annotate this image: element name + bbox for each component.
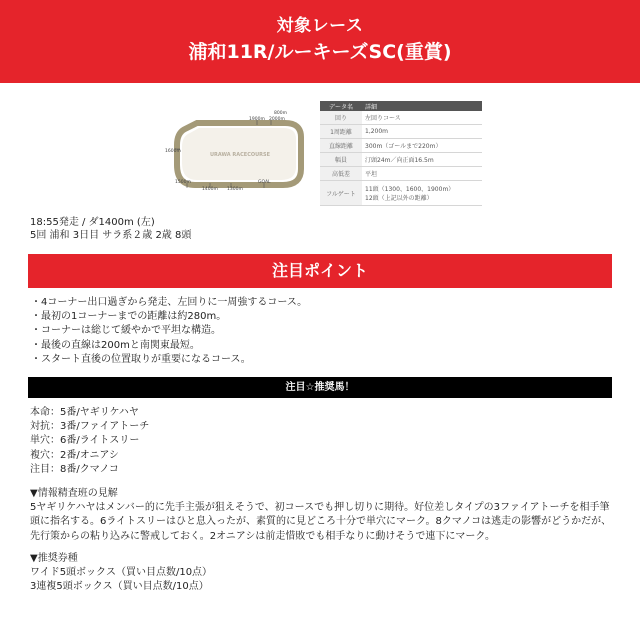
bets-section	[30, 552, 212, 595]
list-item: ・最初の1コーナーまでの距離は約280m。	[31, 311, 227, 323]
row-label: 幅員	[320, 153, 362, 167]
race-meeting-info: 5回 浦和 3日目 サラ系２歳 2歳 8頭	[30, 229, 192, 241]
row-label: 直線距離	[320, 139, 362, 153]
distance-label: 2000m	[269, 117, 285, 122]
distance-label: 1300m	[227, 187, 243, 192]
race-start-distance: 18:55発走 / ダ1400m (左)	[30, 217, 155, 228]
row-label: 1周距離	[320, 125, 362, 139]
row-label: 高低差	[320, 167, 362, 181]
list-item: 複穴：2番/オニアシ	[30, 449, 119, 461]
distance-label: 1400m	[202, 187, 218, 192]
row-value: 汀頭24m／向正面16.5m	[362, 153, 482, 167]
distance-label: 1900m	[249, 117, 265, 122]
analysis-text: 5ヤギリケハヤはメンバー的に先手主張が狙えそうで、初コースでも押し切りに期待。好位差しタイプの3ファイアトーチを相手筆頭に指名する。6ライトスリーはひと息入ったが、素質的に見どころ十分で単穴にマーク。8クマノコは逃走の影響がどうかだが、先行策からの粘り込みに警戒しておく。2オニアシは前走惜敗でも相手なりに動けそうで連下にマーク。	[30, 502, 612, 542]
analysis-heading: ▼情報精査班の見解	[30, 488, 118, 499]
race-header	[0, 0, 640, 83]
course-details-table	[320, 101, 482, 206]
table-row	[320, 167, 482, 181]
picks-list	[30, 406, 149, 477]
header-title: 対象レース	[276, 16, 364, 36]
analysis-section	[30, 487, 615, 544]
list-item: ・スタート直後の位置取りが重要になるコース。	[31, 353, 251, 365]
goal-label: GOAL	[258, 180, 271, 185]
row-value: 平坦	[362, 167, 482, 181]
list-item: 注目：8番/クマノコ	[30, 463, 119, 475]
distance-label: 1600m	[165, 149, 181, 154]
list-item: ワイド5頭ボックス（買い目点数/10点）	[30, 567, 213, 579]
row-value-line: 12頭（上記以外の距離）	[365, 195, 433, 202]
course-logo: URAWA RACECOURSE	[209, 152, 271, 158]
course-map	[165, 103, 313, 198]
table-row	[320, 153, 482, 167]
race-name: 浦和11R/ルーキーズSC(重賞)	[188, 41, 452, 63]
picks-heading: 注目☆推奨馬！	[28, 377, 612, 398]
row-value-line: 11頭（1300、1600、1900m）	[365, 186, 455, 193]
distance-label: 800m	[274, 111, 287, 116]
row-value: 1,200m	[362, 125, 482, 139]
table-row	[320, 139, 482, 153]
row-label: フルゲート	[320, 181, 362, 206]
table-row	[320, 125, 482, 139]
row-value: 300m（ゴールまで220m）	[362, 139, 482, 153]
distance-label: 1500m	[175, 180, 191, 185]
list-item: 3連複5頭ボックス（買い目点数/10点）	[30, 581, 209, 593]
list-item: ・コーナーは総じて緩やかで平坦な構造。	[31, 325, 221, 337]
row-value	[362, 181, 482, 206]
header-cell: データ名	[320, 101, 362, 111]
list-item: ・最後の直線は200mと南関東最短。	[31, 339, 200, 351]
list-item: ・4コーナー出口過ぎから発走、左回りに一周強するコース。	[31, 297, 308, 308]
list-item: 本命：5番/ヤギリケハヤ	[30, 407, 139, 418]
table-header-row	[320, 101, 482, 111]
points-list	[31, 296, 307, 367]
row-label: 回り	[320, 111, 362, 125]
header-cell: 詳細	[362, 101, 482, 111]
bets-heading: ▼推奨券種	[30, 553, 78, 564]
row-value: 左回りコース	[362, 111, 482, 125]
table-row	[320, 181, 482, 206]
list-item: 単穴：6番/ライトスリー	[30, 435, 140, 447]
race-info	[30, 217, 191, 242]
list-item: 対抗：3番/ファイアトーチ	[30, 421, 150, 433]
points-heading: 注目ポイント	[28, 254, 612, 288]
table-row	[320, 111, 482, 125]
